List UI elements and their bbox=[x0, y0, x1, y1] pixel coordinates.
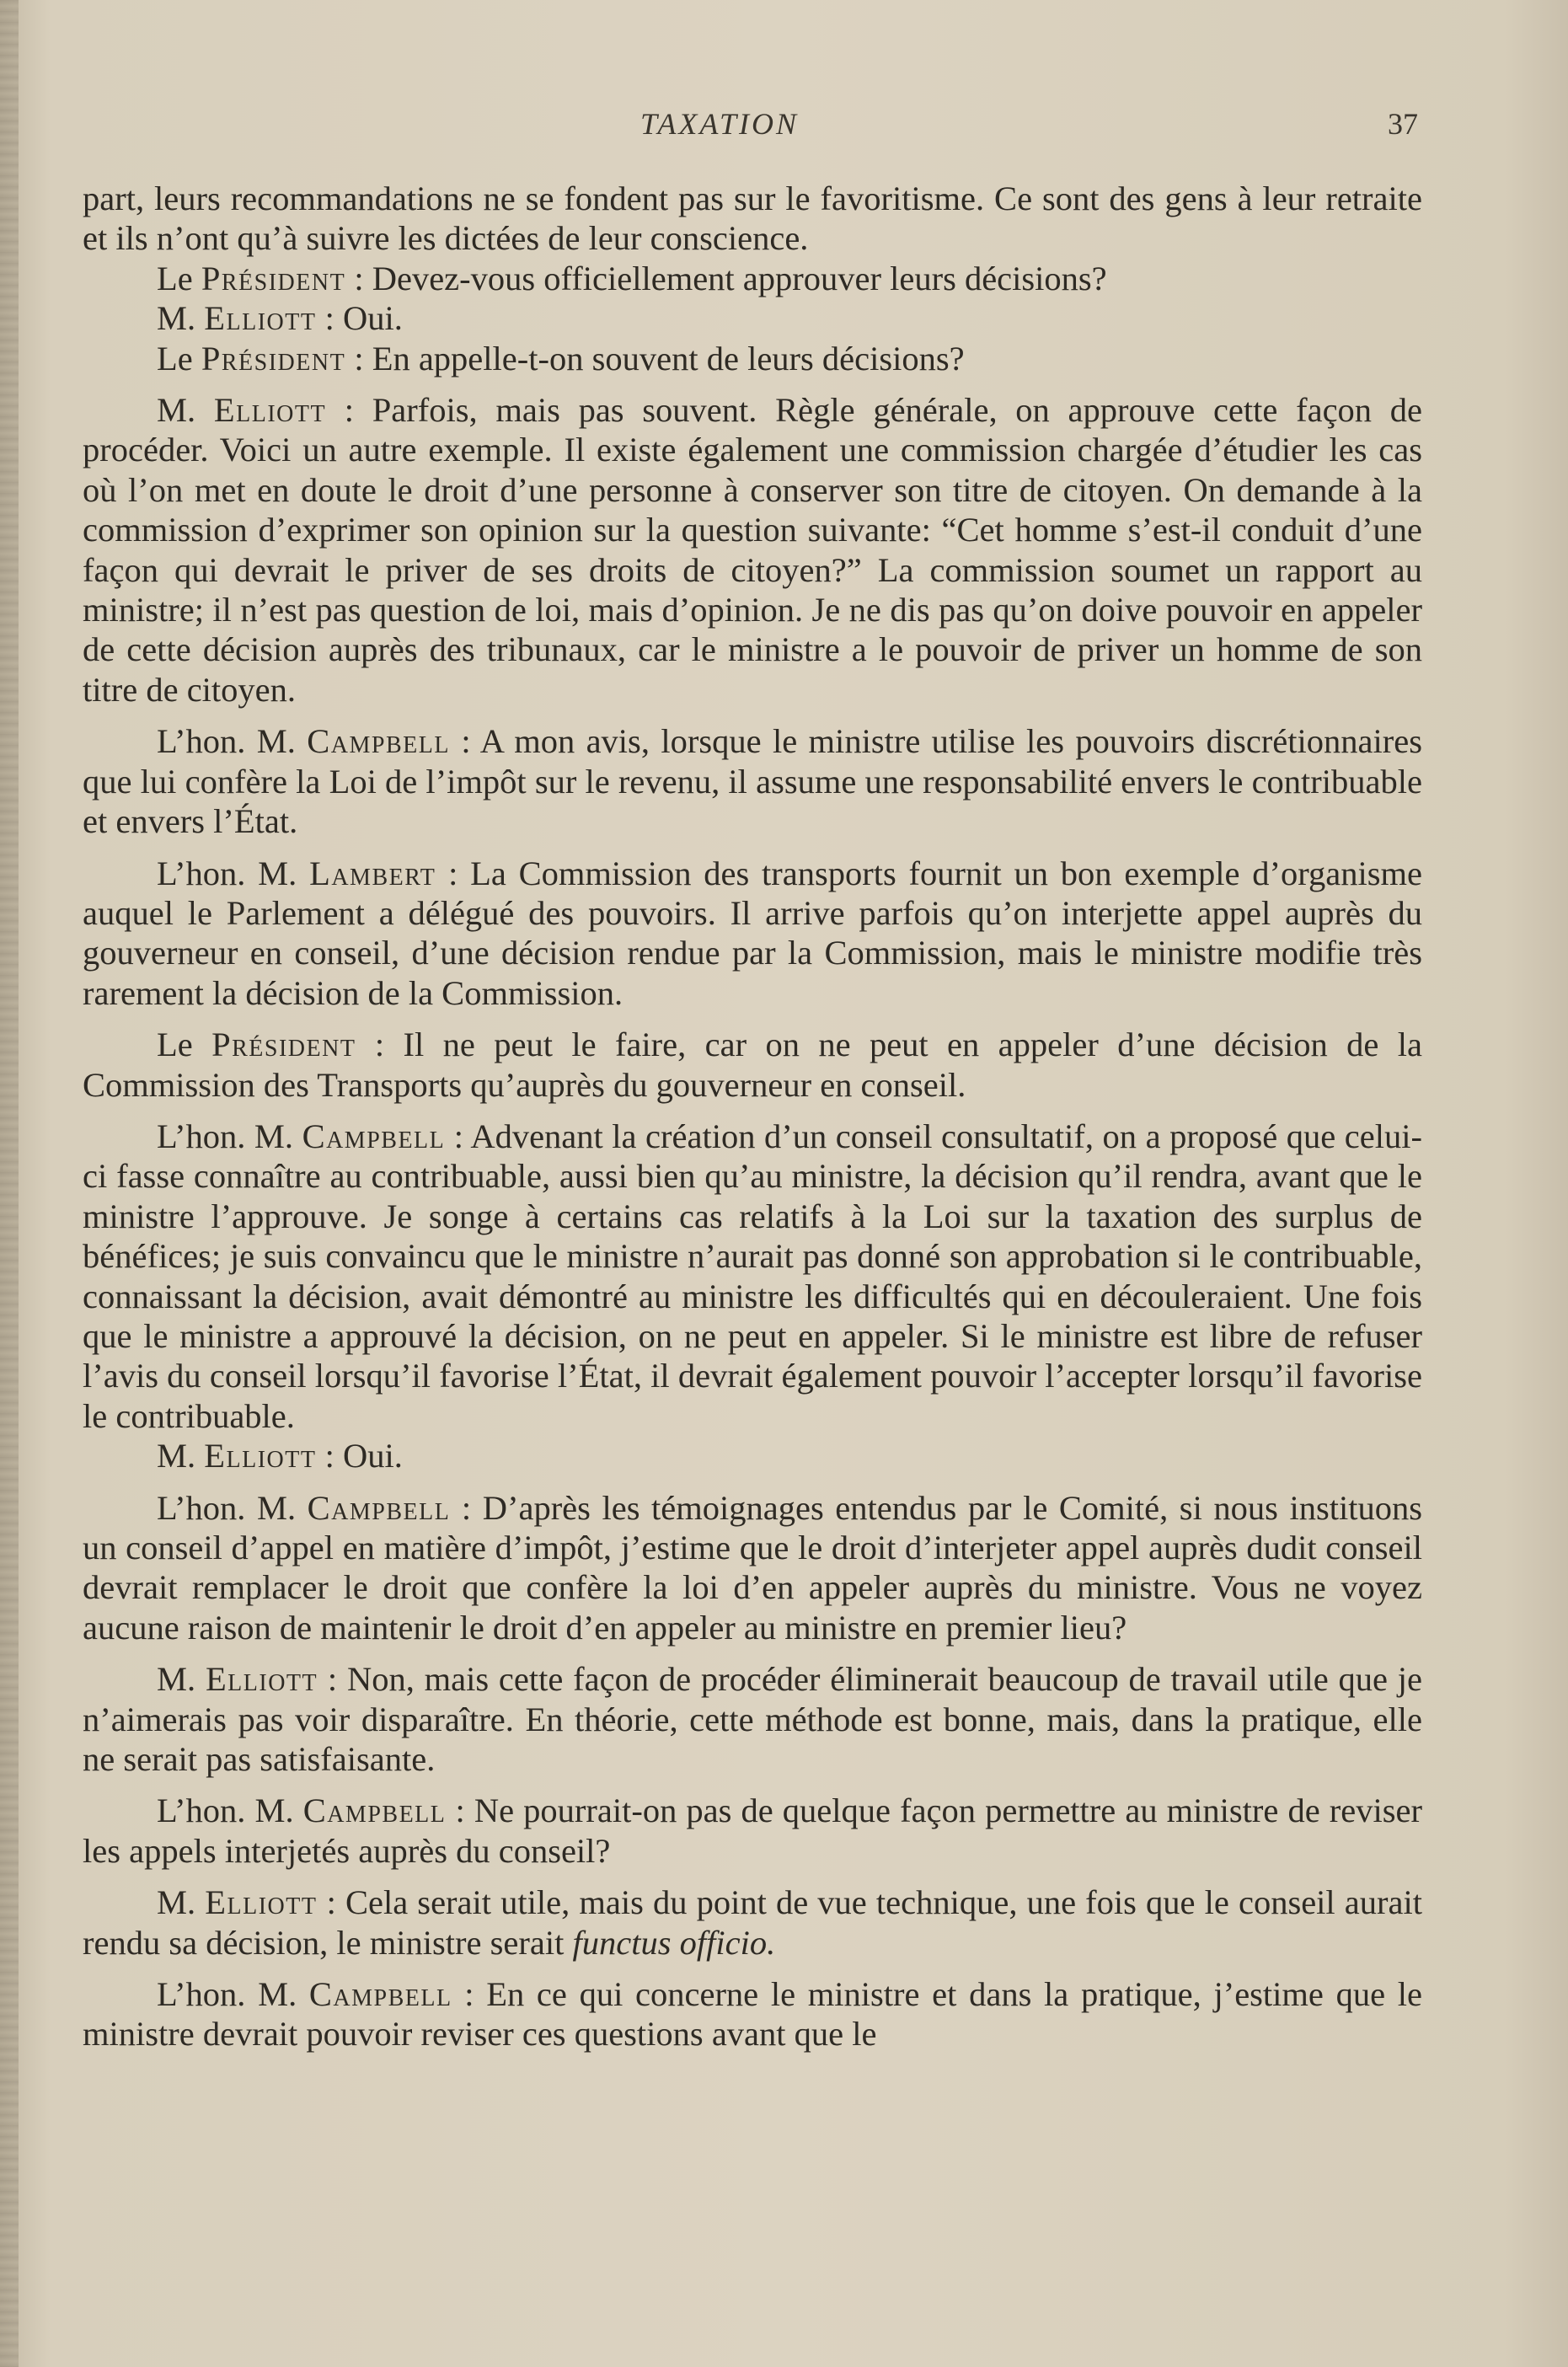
speaker-name: Président bbox=[211, 1026, 356, 1064]
speaker-prefix: M. bbox=[157, 1437, 205, 1475]
speaker-name: Président bbox=[201, 259, 346, 297]
speaker-colon: : bbox=[326, 391, 372, 430]
page-header bbox=[0, 106, 1568, 148]
speaker-name: Campbell bbox=[302, 1117, 446, 1155]
speaker-prefix: M. bbox=[157, 1883, 206, 1922]
paragraph-text: D’après les témoignages entendus par le Comité, si nous instituons un conseil d’appel en matière d’impôt, j’estime que le droit d’interjeter appel auprès dudit conseil devrait remplacer le droit que confère la loi d’en appeler auprès du ministre. Vous ne voyez aucune raison de maintenir le droit d’en appeler au ministre en premier lieu? bbox=[83, 1488, 1422, 1647]
latin-term: functus officio. bbox=[572, 1923, 776, 1962]
paragraph bbox=[83, 1436, 1422, 1475]
paragraph-text: A mon avis, lorsque le ministre utilise les pouvoirs discrétionnaires que lui confère la Loi de l’impôt sur le revenu, il assume une responsabilité envers le contribuable et envers l’État. bbox=[83, 722, 1422, 841]
paragraph-text: Oui. bbox=[342, 1437, 403, 1475]
paragraph-text: Ne pourrait-on pas de quelque façon permettre au ministre de reviser les appels interjetés auprès du conseil? bbox=[83, 1791, 1422, 1870]
speaker-prefix: L’hon. M. bbox=[157, 1488, 308, 1527]
speaker-prefix: M. bbox=[157, 299, 205, 338]
paragraph-text: Cela serait utile, mais du point de vue technique, une fois que le conseil aurait rendu sa décision, le ministre serait bbox=[83, 1883, 1423, 1962]
paragraph bbox=[83, 1025, 1422, 1105]
speaker-name: Campbell bbox=[307, 1488, 451, 1527]
speaker-colon: : bbox=[318, 1660, 347, 1699]
speaker-prefix: Le bbox=[157, 259, 201, 297]
speaker-name: Campbell bbox=[302, 1791, 447, 1830]
paragraph bbox=[83, 1659, 1422, 1779]
paragraph-text: Oui. bbox=[342, 299, 403, 338]
speaker-name: Campbell bbox=[307, 722, 450, 761]
paragraph-text: Il ne peut le faire, car on ne peut en appeler d’une décision de la Commission des Transports qu’auprès du gouverneur en conseil. bbox=[83, 1026, 1422, 1104]
paragraph-text: Advenant la création d’un conseil consultatif, on a proposé que celui-ci fasse connaître au contribuable, aussi bien qu’au ministre, la décision qu’il rendra, avant que le ministre l’approuve. Je songe à certains cas relatifs à la Loi sur la taxation des surplus de bénéfices; je suis convaincu que le ministre n’aurait pas donné son approbation si le contribuable, connaissant la décision, avait démontré au ministre les difficultés qui en découleraient. Une fois que le ministre a approuvé la décision, on ne peut en appeler. Si le ministre est libre de refuser l’avis du conseil lorsqu’il favorise l’État, il devrait également pouvoir l’accepter lorsqu’il favorise le contribuable. bbox=[83, 1117, 1422, 1435]
speaker-name: Lambert bbox=[309, 854, 436, 892]
speaker-prefix: L’hon. M. bbox=[157, 722, 308, 761]
speaker-colon: : bbox=[356, 1026, 404, 1064]
paragraph bbox=[83, 1882, 1422, 1963]
speaker-prefix: L’hon. M. bbox=[157, 1117, 302, 1155]
speaker-prefix: L’hon. M. bbox=[157, 1975, 309, 2014]
speaker-colon: : bbox=[317, 1883, 345, 1922]
speaker-colon: : bbox=[450, 1488, 483, 1527]
paragraph-text: En ce qui concerne le ministre et dans la pratique, j’estime que le ministre devrait pouvoir reviser ces questions avant que le bbox=[83, 1975, 1422, 2054]
speaker-prefix: Le bbox=[157, 339, 201, 378]
speaker-colon: : bbox=[445, 1117, 471, 1155]
speaker-colon: : bbox=[316, 299, 343, 338]
speaker-colon: : bbox=[450, 722, 480, 761]
speaker-colon: : bbox=[316, 1437, 343, 1475]
paragraph bbox=[83, 1117, 1422, 1436]
paragraph-text: part, leurs recommandations ne se fondent pas sur le favoritisme. Ce sont des gens à leur retraite et ils n’ont qu’à suivre les dictées de leur conscience. bbox=[83, 179, 1422, 258]
paragraph-text: En appelle-t-on souvent de leurs décisions? bbox=[372, 339, 965, 378]
paragraph bbox=[83, 390, 1422, 710]
paragraph-text: Devez-vous officiellement approuver leurs décisions? bbox=[372, 259, 1107, 297]
body-text bbox=[83, 179, 1422, 2054]
speaker-colon: : bbox=[452, 1975, 487, 2014]
speaker-name: Elliott bbox=[204, 299, 317, 338]
speaker-name: Président bbox=[201, 339, 346, 378]
speaker-colon: : bbox=[345, 339, 372, 378]
speaker-colon: : bbox=[345, 259, 372, 297]
paragraph-text: La Commission des transports fournit un bon exemple d’organisme auquel le Parlement a délégué des pouvoirs. Il arrive parfois qu’on interjette appel auprès du gouverneur en conseil, d’une décision rendue par la Commission, mais le ministre modifie très rarement la décision de la Commission. bbox=[83, 854, 1422, 1012]
paragraph bbox=[83, 339, 1422, 378]
speaker-prefix: M. bbox=[157, 391, 214, 430]
paragraph bbox=[83, 1974, 1422, 2054]
speaker-prefix: M. bbox=[157, 1660, 206, 1699]
speaker-colon: : bbox=[446, 1791, 474, 1830]
speaker-name: Elliott bbox=[205, 1660, 318, 1699]
paragraph-text: Parfois, mais pas souvent. Règle générale, on approuve cette façon de procéder. Voici un autre exemple. Il existe également une commission chargée d’étudier les cas où l’on met en doute le droit d’une personne à conserver son titre de citoyen. On demande à la commission d’exprimer son opinion sur la question suivante: “Cet homme s’est-il conduit d’une façon qui devrait le priver de ses droits de citoyen?” La commission soumet un rapport au ministre; il n’est pas question de loi, mais d’opinion. Je ne dis pas qu’on doive pouvoir en appeler de cette décision auprès des tribunaux, car le ministre a le pouvoir de priver un homme de son titre de citoyen. bbox=[83, 391, 1422, 709]
speaker-prefix: L’hon. M. bbox=[157, 1791, 303, 1830]
speaker-name: Elliott bbox=[204, 1437, 317, 1475]
speaker-name: Campbell bbox=[308, 1975, 452, 2014]
speaker-name: Elliott bbox=[205, 1883, 318, 1922]
paragraph bbox=[83, 1791, 1422, 1871]
page-number: 37 bbox=[1388, 107, 1418, 141]
running-head: TAXATION bbox=[640, 107, 800, 141]
paragraph bbox=[83, 1488, 1422, 1648]
speaker-prefix: L’hon. M. bbox=[157, 854, 310, 892]
speaker-prefix: Le bbox=[157, 1026, 212, 1064]
paragraph bbox=[83, 298, 1422, 338]
paragraph bbox=[83, 259, 1422, 298]
paragraph-text: Non, mais cette façon de procéder éliminerait beaucoup de travail utile que je n’aimerais pas voir disparaître. En théorie, cette méthode est bonne, mais, dans la pratique, elle ne serait pas satisfaisante. bbox=[83, 1660, 1422, 1779]
page-spine-shadow bbox=[0, 0, 19, 2367]
paragraph bbox=[83, 179, 1422, 259]
paragraph bbox=[83, 721, 1422, 841]
speaker-name: Elliott bbox=[213, 391, 327, 430]
speaker-colon: : bbox=[436, 854, 471, 892]
paragraph bbox=[83, 854, 1422, 1014]
